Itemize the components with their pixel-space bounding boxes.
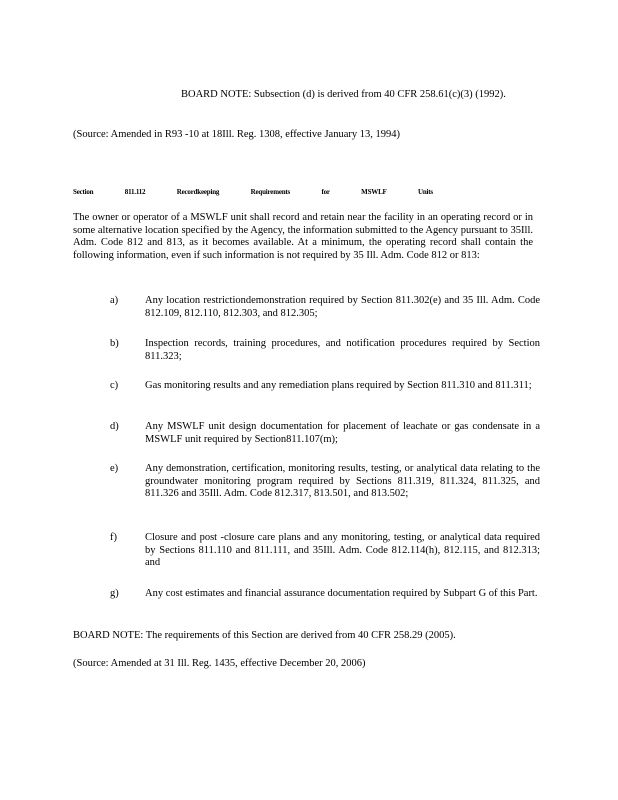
- list-item-c: [110, 380, 540, 393]
- list-item-text: Any location restrictiondemonstration required by Section 811.302(e) and 35 Ill. Adm. Code 812.109, 812.110, 812.303, and 812.305;: [145, 295, 540, 319]
- heading-word: Units: [418, 188, 433, 196]
- list-item-label: b): [110, 338, 119, 349]
- source-note-top: (Source: Amended in R93 -10 at 18Ill. Reg. 1308, effective January 13, 1994): [73, 129, 400, 140]
- list-item-a: [110, 295, 540, 320]
- list-item-text: Any MSWLF unit design documentation for placement of leachate or gas condensate in a MSWLF unit required by Section811.107(m);: [145, 421, 540, 445]
- board-note-bottom: BOARD NOTE: The requirements of this Section are derived from 40 CFR 258.29 (2005).: [73, 630, 456, 641]
- list-item-label: f): [110, 532, 117, 543]
- list-item-label: e): [110, 463, 119, 474]
- heading-word: 811.112: [124, 188, 146, 196]
- section-heading: [73, 186, 433, 199]
- list-item-label: a): [110, 295, 119, 306]
- heading-word: Recordkeeping: [176, 188, 220, 196]
- list-item-d: [110, 421, 540, 446]
- list-item-label: c): [110, 380, 119, 391]
- board-note-top: BOARD NOTE: Subsection (d) is derived from 40 CFR 258.61(c)(3) (1992).: [181, 89, 506, 100]
- intro-paragraph: The owner or operator of a MSWLF unit shall record and retain near the facility in an operating record or in some alternative location specified by the Agency, the information submitted to the Agency pursuant to 35Ill. Adm. Code 812 and 813, as it becomes available. At a minimum, the operating record shall contain the following information, even if such information is not required by 35 Ill. Adm. Code 812 or 813:: [73, 212, 533, 261]
- heading-word: MSWLF: [361, 188, 387, 196]
- list-item-label: d): [110, 421, 119, 432]
- list-item-e: [110, 463, 540, 501]
- list-item-f: [110, 532, 540, 570]
- heading-word: Requirements: [250, 188, 291, 196]
- list-item-text: Any demonstration, certification, monitoring results, testing, or analytical data relating to the groundwater monitoring program required by Sections 811.319, 811.324, 811.325, and 811.326 and 35Ill. Adm. Code 812.317, 813.501, and 813.502;: [145, 463, 540, 499]
- list-item-b: [110, 338, 540, 363]
- list-item-text: Any cost estimates and financial assurance documentation required by Subpart G of this Part.: [145, 588, 538, 599]
- source-note-bottom: (Source: Amended at 31 Ill. Reg. 1435, effective December 20, 2006): [73, 658, 366, 669]
- heading-word: for: [321, 188, 330, 196]
- list-item-text: Gas monitoring results and any remediation plans required by Section 811.310 and 811.311;: [145, 380, 532, 391]
- list-item-text: Inspection records, training procedures, and notification procedures required by Section 811.323;: [145, 338, 540, 362]
- list-item-label: g): [110, 588, 119, 599]
- heading-word: Section: [73, 188, 94, 196]
- list-item-g: [110, 588, 540, 601]
- list-item-text: Closure and post -closure care plans and any monitoring, testing, or analytical data required by Sections 811.110 and 811.111, and 35Ill. Adm. Code 812.114(h), 812.115, and 812.313; and: [145, 532, 540, 568]
